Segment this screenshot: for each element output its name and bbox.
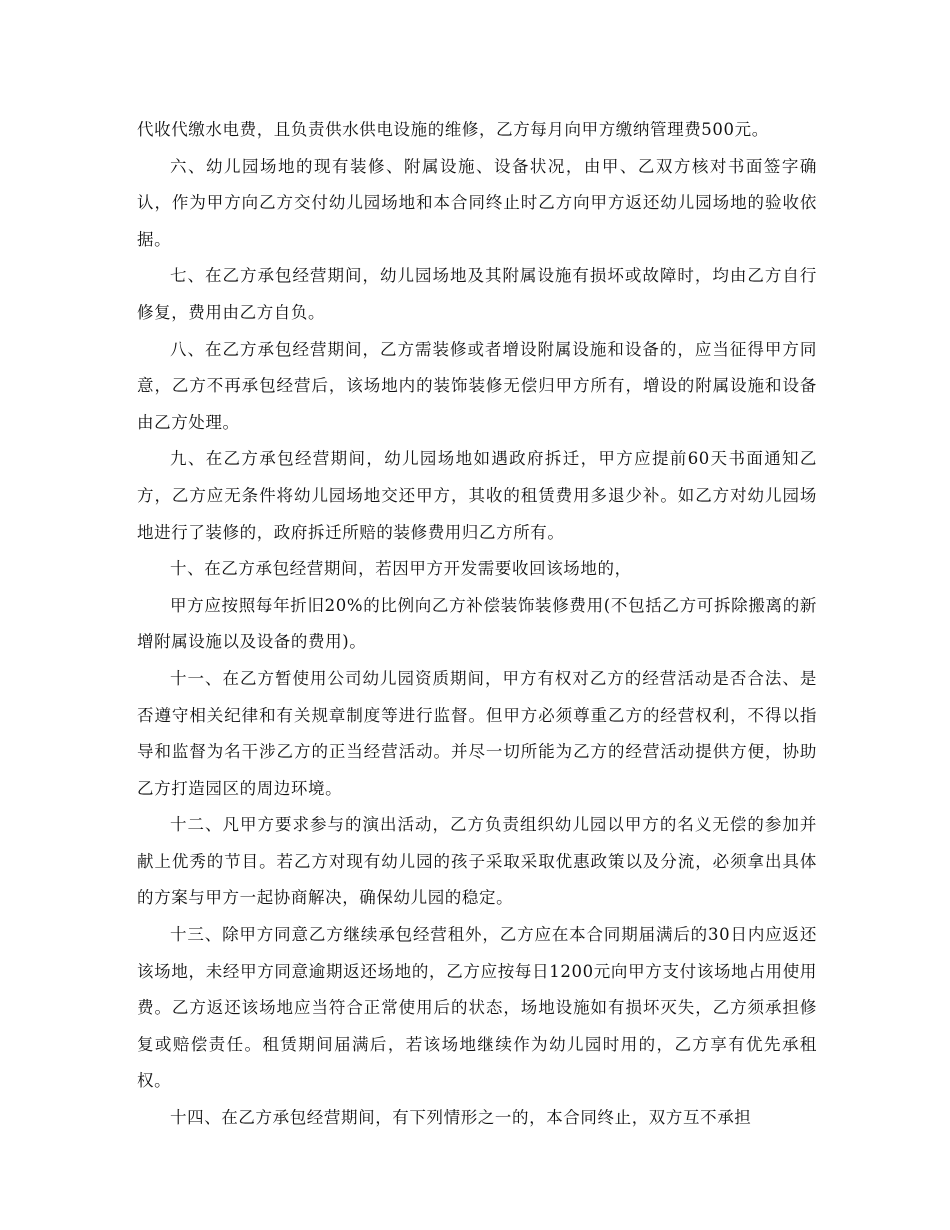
paragraph-clause-8: 八、在乙方承包经营期间，乙方需装修或者增设附属设施和设备的，应当征得甲方同意，乙方不再承包经营后，该场地内的装饰装修无偿归甲方所有，增设的附属设施和设备由乙方处理。 <box>137 339 817 432</box>
paragraph-clause-14: 十四、在乙方承包经营期间，有下列情形之一的，本合同终止，双方互不承担 <box>170 1108 752 1128</box>
paragraph-clause-13: 十三、除甲方同意乙方继续承包经营租外，乙方应在本合同期届满后的30日内应返还该场地，未经甲方同意逾期返还场地的，乙方应按每日1200元向甲方支付该场地占用使用费。乙方返还该场地应当符合正常使用后的状态，场地设施如有损坏灭失，乙方须承担修复或赔偿责任。租赁期间届满后，若该场地继续作为幼儿园时用的，乙方享有优先承租权。 <box>137 925 817 1091</box>
paragraph-clause-11: 十一、在乙方暂使用公司幼儿园资质期间，甲方有权对乙方的经营活动是否合法、是否遵守相关纪律和有关规章制度等进行监督。但甲方必须尊重乙方的经营权利，不得以指导和监督为名干涉乙方的正当经营活动。并尽一切所能为乙方的经营活动提供方便，协助乙方打造园区的周边环境。 <box>137 668 817 798</box>
paragraph-fee-continuation: 代收代缴水电费，且负责供水供电设施的维修，乙方每月向甲方缴纳管理费500元。 <box>137 120 769 139</box>
paragraph-clause-7: 七、在乙方承包经营期间，幼儿园场地及其附属设施有损坏或故障时，均由乙方自行修复，费用由乙方自负。 <box>137 266 817 322</box>
paragraph-clause-9: 九、在乙方承包经营期间，幼儿园场地如遇政府拆迁，甲方应提前60天书面通知乙方，乙方应无条件将幼儿园场地交还甲方，其收的租赁费用多退少补。如乙方对幼儿园场地进行了装修的，政府拆迁所赔的装修费用归乙方所有。 <box>137 449 817 542</box>
paragraph-clause-12: 十二、凡甲方要求参与的演出活动，乙方负责组织幼儿园以甲方的名义无偿的参加并献上优秀的节目。若乙方对现有幼儿园的孩子采取采取优惠政策以及分流，必须拿出具体的方案与甲方一起协商解决，确保幼儿园的稳定。 <box>137 815 817 908</box>
paragraph-clause-10: 十、在乙方承包经营期间，若因甲方开发需要收回该场地的， <box>170 559 632 579</box>
paragraph-clause-10-compensation: 甲方应按照每年折旧20%的比例向乙方补偿装饰装修费用(不包括乙方可拆除搬离的新增附属设施以及设备的费用)。 <box>137 595 817 652</box>
paragraph-clause-6: 六、幼儿园场地的现有装修、附属设施、设备状况，由甲、乙双方核对书面签字确认，作为甲方向乙方交付幼儿园场地和本合同终止时乙方向甲方返还幼儿园场地的验收依据。 <box>137 156 817 249</box>
document-body <box>137 112 817 1137</box>
